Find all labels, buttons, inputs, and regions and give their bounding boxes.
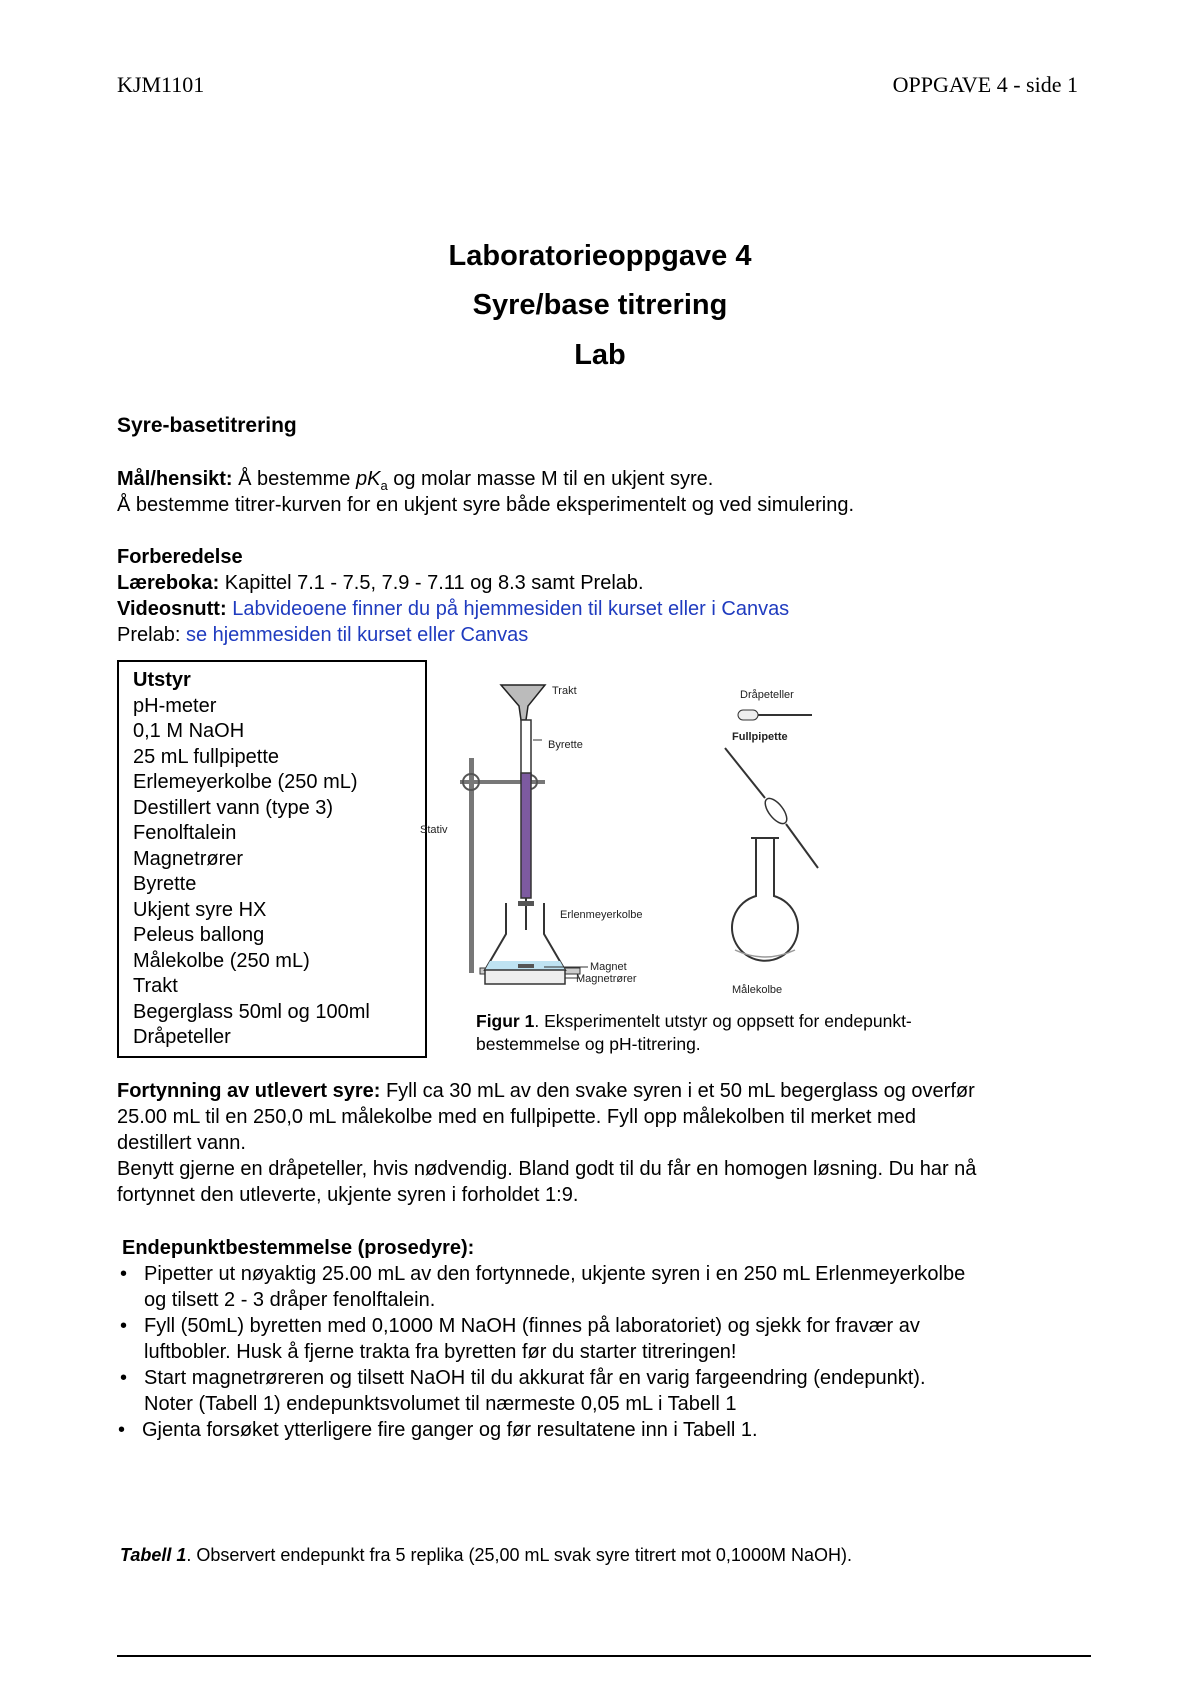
book-label: Læreboka: (117, 572, 220, 594)
book-text: Kapittel 7.1 - 7.5, 7.9 - 7.11 og 8.3 samt Prelab. (219, 572, 644, 594)
page-subtitle: Syre/base titrering (472, 289, 728, 321)
dilution-line-5: fortynnet den utleverte, ukjente syren i forholdet 1:9. (117, 1184, 579, 1206)
equipment-item: Fenolftalein (133, 822, 237, 844)
table-caption (120, 1545, 852, 1566)
prep-prelab (117, 622, 528, 648)
prep-heading: Forberedelse (117, 546, 243, 568)
label-drapeteller: Dråpeteller (740, 689, 794, 701)
pka-symbol: pK (355, 468, 381, 490)
dilution-line-4: Benytt gjerne en dråpeteller, hvis nødvendig. Bland godt til du får en homogen løsning. Du har nå (117, 1158, 977, 1180)
label-magnetrorer: Magnetrører (576, 973, 637, 985)
page-title: Laboratorieoppgave 4 (448, 240, 752, 272)
label-byrette: Byrette (548, 739, 583, 751)
pka-subscript: a (380, 478, 388, 493)
course-code: KJM1101 (117, 72, 205, 97)
equipment-item: 0,1 M NaOH (133, 720, 245, 742)
label-trakt: Trakt (552, 685, 577, 697)
goal-label: Mål/hensikt: (117, 468, 233, 490)
goal-text-b: og molar masse M til en ukjent syre. (387, 468, 714, 490)
figure-caption-line2: bestemmelse og pH-titrering. (476, 1034, 701, 1054)
label-magnet: Magnet (590, 961, 627, 973)
label-malekolbe: Målekolbe (732, 984, 783, 996)
goal-line-2: Å bestemme titrer-kurven for en ukjent syre både eksperimentelt og ved simulering. (117, 494, 855, 516)
procedure-step (120, 1365, 926, 1417)
procedure-step (118, 1417, 758, 1443)
procedure-step-line: Fyll (50mL) byretten med 0,1000 M NaOH (finnes på laboratoriet) og sjekk for fravær av (144, 1315, 920, 1337)
equipment-item: Byrette (133, 873, 197, 895)
bullet-icon: • (118, 1419, 126, 1441)
dilution-line-2: 25.00 mL til en 250,0 mL målekolbe med en fullpipette. Fyll opp målekolben til merket med (117, 1106, 916, 1128)
procedure-step (120, 1261, 966, 1313)
equipment-item: Magnetrører (133, 847, 244, 870)
page-subtitle-lab: Lab (574, 339, 626, 371)
equipment-box (117, 660, 427, 1058)
dilution-text-1: Fyll ca 30 mL av den svake syren i et 50 mL begerglass og overfør (380, 1080, 975, 1102)
equipment-item: 25 mL fullpipette (133, 745, 280, 768)
equipment-item: Målekolbe (250 mL) (133, 949, 310, 972)
equipment-item: Trakt (133, 975, 178, 997)
label-erlenmeyer: Erlenmeyerkolbe (560, 909, 643, 921)
equipment-item: pH-meter (133, 694, 217, 717)
equipment-item: Dråpeteller (133, 1026, 231, 1048)
prelab-label: Prelab: (117, 624, 186, 646)
prep-video (117, 596, 789, 622)
video-link[interactable]: Labvideoene finner du på hjemmesiden til kurset eller i Canvas (232, 598, 790, 620)
dilution-line-1 (117, 1078, 975, 1104)
table-caption-label: Tabell 1 (120, 1545, 187, 1565)
procedure-step-line: og tilsett 2 - 3 dråper fenolftalein. (144, 1289, 436, 1311)
procedure-step-line: Start magnetrøreren og tilsett NaOH til du akkurat får en varig fargeendring (endepunkt). (144, 1367, 926, 1389)
label-fullpipette: Fullpipette (732, 731, 788, 743)
table-caption-text: . Observert endepunkt fra 5 replika (25,00 mL svak syre titrert mot 0,1000M NaOH). (186, 1545, 852, 1565)
prelab-link[interactable]: se hjemmesiden til kurset eller Canvas (185, 624, 529, 646)
figure-caption (476, 1010, 912, 1033)
section-heading: Syre-basetitrering (117, 414, 297, 437)
goal-text-a: Å bestemme (232, 468, 356, 490)
titration-setup-illustration (420, 668, 1060, 1003)
equipment-title: Utstyr (133, 669, 191, 691)
equipment-item: Peleus ballong (133, 924, 265, 946)
equipment-item: Begerglass 50ml og 100ml (133, 1000, 370, 1023)
bullet-icon: • (120, 1315, 128, 1337)
page-divider (117, 1655, 1091, 1657)
figure-caption-text: . Eksperimentelt utstyr og oppsett for endepunkt- (534, 1011, 912, 1031)
prep-book (117, 570, 644, 596)
equipment-item: Destillert vann (type 3) (133, 796, 334, 819)
video-label: Videosnutt: (117, 598, 227, 620)
label-stativ: Stativ (420, 824, 448, 836)
figure-caption-label: Figur 1 (476, 1011, 535, 1031)
dilution-line-3: destillert vann. (117, 1132, 246, 1154)
procedure-step-line: luftbobler. Husk å fjerne trakta fra byretten før du starter titreringen! (144, 1341, 737, 1363)
procedure-step-line: Pipetter ut nøyaktig 25.00 mL av den fortynnede, ukjente syren i en 250 mL Erlenmeyerkolbe (144, 1263, 966, 1285)
endpoint-heading: Endepunktbestemmelse (prosedyre): (122, 1237, 475, 1259)
procedure-step (120, 1313, 920, 1365)
equipment-item: Erlemeyerkolbe (250 mL) (133, 771, 358, 793)
bullet-icon: • (120, 1367, 128, 1389)
procedure-step-line: Gjenta forsøket ytterligere fire ganger og før resultatene inn i Tabell 1. (142, 1419, 758, 1441)
equipment-item: Ukjent syre HX (133, 898, 267, 921)
bullet-icon: • (120, 1263, 128, 1285)
dilution-label: Fortynning av utlevert syre: (117, 1080, 381, 1102)
page-label: OPPGAVE 4 - side 1 (892, 72, 1078, 97)
procedure-step-line: Noter (Tabell 1) endepunktsvolumet til nærmeste 0,05 mL i Tabell 1 (144, 1393, 737, 1415)
